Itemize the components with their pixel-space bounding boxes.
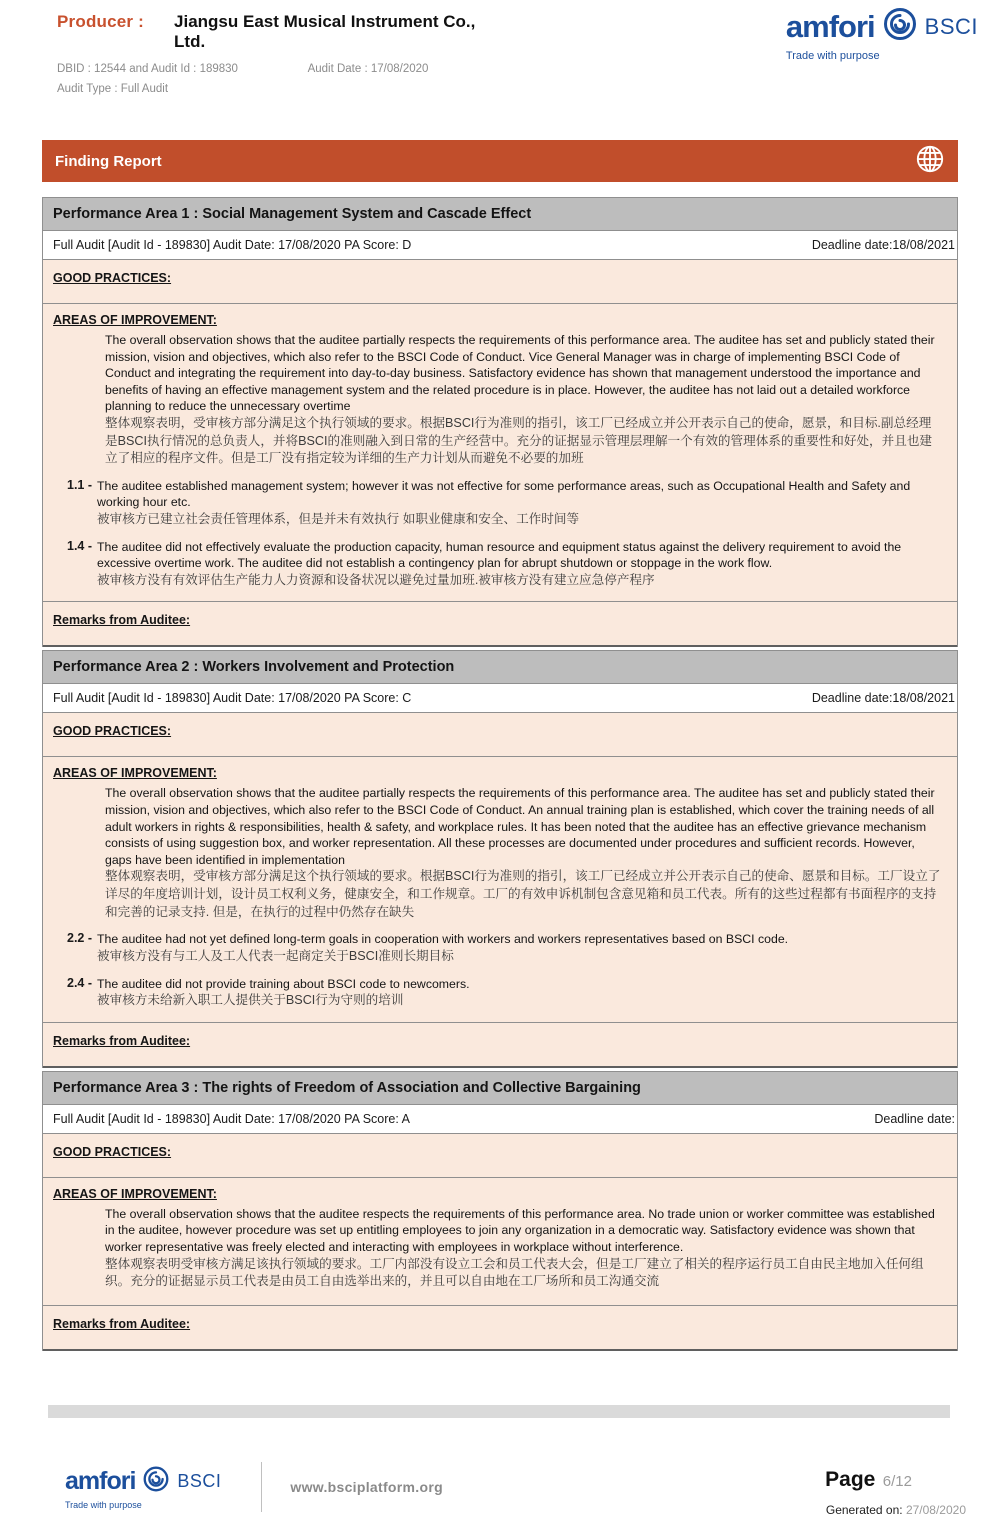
areas-of-improvement-row bbox=[43, 1178, 957, 1306]
remarks-heading: Remarks from Auditee: bbox=[53, 1033, 191, 1048]
globe-icon bbox=[915, 144, 945, 179]
banner-title: Finding Report bbox=[55, 152, 162, 170]
pa-audit-row bbox=[43, 1105, 957, 1134]
page-number: 6/12 bbox=[882, 1473, 912, 1490]
findings-list bbox=[53, 478, 947, 590]
pa-audit-line: Full Audit [Audit Id - 189830] Audit Date: 17/08/2020 PA Score: D bbox=[53, 238, 412, 252]
pa-title: Performance Area 3 : The rights of Freedom of Association and Collective Bargaining bbox=[53, 1079, 641, 1096]
performance-area-section bbox=[42, 650, 958, 1067]
producer-name: Jiangsu East Musical Instrument Co., Ltd. bbox=[174, 12, 476, 52]
footer-amfori-wordmark: amfori bbox=[65, 1466, 136, 1495]
finding-english: The auditee did not provide training about BSCI code to newcomers. bbox=[97, 976, 470, 991]
finding-item bbox=[53, 976, 947, 1010]
footer-logo-row bbox=[65, 1465, 221, 1498]
pa-title: Performance Area 2 : Workers Involvement and Protection bbox=[53, 659, 455, 676]
bsci-wordmark: BSCI bbox=[924, 13, 978, 39]
finding-english: The auditee established management system; however it was not effective for some performance areas, such as Occupational Health and Safety and working hour etc. bbox=[97, 478, 911, 510]
footer-brand-tagline: Trade with purpose bbox=[65, 1499, 142, 1510]
finding-chinese: 被审核方未给新入职工人提供关于BSCI行为守则的培训 bbox=[97, 993, 404, 1008]
good-practices-row bbox=[43, 713, 957, 757]
overview-english: The overall observation shows that the auditee partially respects the requirements of this performance area. The auditee has set and publicly stated their mission, vision and objectives, which also refer to the BSCI Code of Conduct. An annual training plan is established, which cover the training needs of all adult workers in rights & responsibilities, health & safety, and workplace rules. It has been noted that the auditee has an effective grievance mechanism consists of using suggestion box, and worker representation. All these processes are documented under procedures and sufficient records. However, gaps have been identified in implementation bbox=[105, 786, 935, 867]
areas-of-improvement-row bbox=[43, 757, 957, 1022]
good-practices-row bbox=[43, 260, 957, 304]
areas-of-improvement-heading: AREAS OF IMPROVEMENT: bbox=[53, 1186, 217, 1201]
finding-chinese: 被审核方没有有效评估生产能力人力资源和设备状况以避免过量加班.被审核方没有建立应急停产程序 bbox=[97, 572, 655, 587]
overview-chinese: 整体观察表明，受审核方部分满足这个执行领域的要求。根据BSCI行为准则的指引，该工厂已经成立并公开表示自己的使命，愿景，和目标.副总经理是BSCI执行情况的总负责人，并将BSCI的准则融入到日常的生产经营中。充分的证据显示管理层理解一个有效的管理体系的重要性和好处，并且也建立了相应的程序文件。但是工厂没有指定较为详细的生产力计划从而避免不必要的加班 bbox=[105, 415, 933, 466]
remarks-row bbox=[43, 1306, 957, 1351]
generated-on bbox=[826, 1503, 966, 1517]
good-practices-heading: GOOD PRACTICES: bbox=[53, 271, 172, 285]
finding-body bbox=[97, 478, 941, 529]
findings-list bbox=[53, 931, 947, 1009]
amfori-wordmark: amfori bbox=[785, 9, 875, 44]
audit-date-text: Audit Date : 17/08/2020 bbox=[307, 63, 429, 76]
pa-title: Performance Area 1 : Social Management System and Cascade Effect bbox=[53, 206, 532, 222]
page-indicator bbox=[825, 1468, 912, 1492]
areas-of-improvement-row bbox=[43, 304, 957, 602]
footer bbox=[65, 1462, 443, 1512]
pa-deadline: Deadline date:18/08/2021 bbox=[811, 691, 955, 706]
remarks-heading: Remarks from Auditee: bbox=[53, 613, 191, 628]
pa-overview bbox=[105, 1206, 941, 1291]
amfori-spiral-icon bbox=[882, 6, 918, 47]
sections-container bbox=[42, 197, 958, 1354]
finding-number: 2.2 - bbox=[67, 931, 93, 946]
pa-audit-line: Full Audit [Audit Id - 189830] Audit Date: 17/08/2020 PA Score: C bbox=[53, 691, 412, 706]
audit-meta-row bbox=[57, 63, 958, 75]
pa-header bbox=[43, 1071, 957, 1105]
finding-number: 1.1 - bbox=[67, 477, 93, 492]
remarks-row bbox=[43, 602, 957, 647]
pa-audit-row bbox=[43, 231, 957, 260]
dbid-text: DBID : 12544 and Audit Id : 189830 bbox=[57, 63, 238, 76]
areas-of-improvement-heading: AREAS OF IMPROVEMENT: bbox=[53, 313, 217, 327]
finding-body bbox=[97, 539, 941, 590]
finding-body bbox=[97, 931, 941, 965]
performance-area-section bbox=[42, 1071, 958, 1351]
finding-item bbox=[53, 931, 947, 965]
footer-website-link[interactable]: www.bsciplatform.org bbox=[290, 1479, 443, 1495]
finding-item bbox=[53, 478, 947, 529]
finding-english: The auditee did not effectively evaluate the production capacity, human resource and equipment status against the delivery requirement to avoid the excessive overtime work. The auditee did not establish a contingency plan for abrupt shutdown or stoppage in the work flow. bbox=[97, 539, 902, 571]
overview-chinese: 整体观察表明，受审核方部分满足这个执行领域的要求。根据BSCI行为准则的指引，该工厂已经成立并公开表示自己的使命、愿景和目标。工厂设立了详尽的年度培训计划，设计员工权利义务，健康安全，和工作规章。工厂的有效申诉机制包含意见箱和员工代表。所有的这些过程都有书面程序的支持和完善的记录支持. 但是，在执行的过程中仍然存在缺失 bbox=[105, 869, 941, 919]
amfori-bsci-logo bbox=[786, 6, 978, 62]
generated-label: Generated on: bbox=[825, 1503, 903, 1517]
pa-header bbox=[43, 650, 957, 684]
overview-english: The overall observation shows that the auditee respects the requirements of this performance area. No trade union or worker committee was established in the auditee, however procedure was set up entitling employees to join any organization in a democratic way. Satisfactory evidence was shown that worker representative was freely elected and interacting with employees in workplace without interference. bbox=[105, 1206, 935, 1254]
page-label: Page bbox=[825, 1468, 876, 1491]
performance-area-section bbox=[42, 197, 958, 647]
pa-audit-line: Full Audit [Audit Id - 189830] Audit Date: 17/08/2020 PA Score: A bbox=[53, 1111, 410, 1126]
finding-chinese: 被审核方已建立社会责任管理体系，但是并未有效执行 如职业健康和安全、工作时间等 bbox=[97, 512, 580, 527]
overview-english: The overall observation shows that the auditee partially respects the requirements of this performance area. The auditee has set and publicly stated their mission, vision and objectives, which also refer to the BSCI Code of Conduct. Vice General Manager was in charge of implementing BSCI Code of Conduct and integrating the requirement into day-to-day business. Satisfactory evidence has shown that management understood the importance and benefits of having an effective management system and the related procedure is in place. However, the auditee has not laid out a detailed workforce planning to reduce the unnecessary overtime bbox=[105, 333, 935, 414]
generated-date: 27/08/2020 bbox=[905, 1503, 966, 1517]
remarks-heading: Remarks from Auditee: bbox=[53, 1316, 191, 1331]
footer-bsci-wordmark: BSCI bbox=[177, 1471, 222, 1491]
producer-label: Producer : bbox=[57, 12, 145, 31]
finding-chinese: 被审核方没有与工人及工人代表一起商定关于BSCI准则长期目标 bbox=[97, 948, 454, 963]
pa-deadline: Deadline date:18/08/2021 bbox=[811, 238, 955, 252]
audit-type-text: Audit Type : Full Audit bbox=[57, 83, 169, 96]
finding-english: The auditee had not yet defined long-term goals in cooperation with workers and workers representatives based on BSCI code. bbox=[97, 932, 789, 947]
footer-amfori-spiral-icon bbox=[142, 1465, 170, 1498]
finding-item bbox=[53, 539, 947, 590]
good-practices-heading: GOOD PRACTICES: bbox=[53, 724, 172, 739]
footer-vertical-divider bbox=[261, 1462, 262, 1512]
footer-amfori-bsci-logo bbox=[65, 1465, 221, 1510]
finding-report-banner bbox=[42, 140, 958, 182]
pa-deadline: Deadline date: bbox=[874, 1111, 955, 1126]
good-practices-row bbox=[43, 1134, 957, 1178]
good-practices-heading: GOOD PRACTICES: bbox=[53, 1144, 172, 1159]
footer-divider-bar bbox=[48, 1405, 950, 1418]
finding-number: 2.4 - bbox=[67, 975, 93, 990]
pa-overview bbox=[105, 785, 941, 921]
overview-chinese: 整体观察表明受审核方满足该执行领域的要求。工厂内部没有设立工会和员工代表大会，但是工厂建立了相关的程序运行员工自由民主地加入任何组织。充分的证据显示员工代表是由员工自由选举出来的，并且可以自由地在工厂场所和员工沟通交流 bbox=[105, 1256, 924, 1289]
remarks-row bbox=[43, 1023, 957, 1068]
finding-body bbox=[97, 976, 941, 1010]
brand-tagline: Trade with purpose bbox=[785, 50, 880, 62]
finding-number: 1.4 - bbox=[67, 538, 93, 553]
pa-header bbox=[43, 197, 957, 231]
pa-audit-row bbox=[43, 684, 957, 713]
areas-of-improvement-heading: AREAS OF IMPROVEMENT: bbox=[53, 766, 217, 781]
amfori-bsci-logo-row bbox=[786, 6, 978, 47]
pa-overview bbox=[105, 332, 941, 468]
